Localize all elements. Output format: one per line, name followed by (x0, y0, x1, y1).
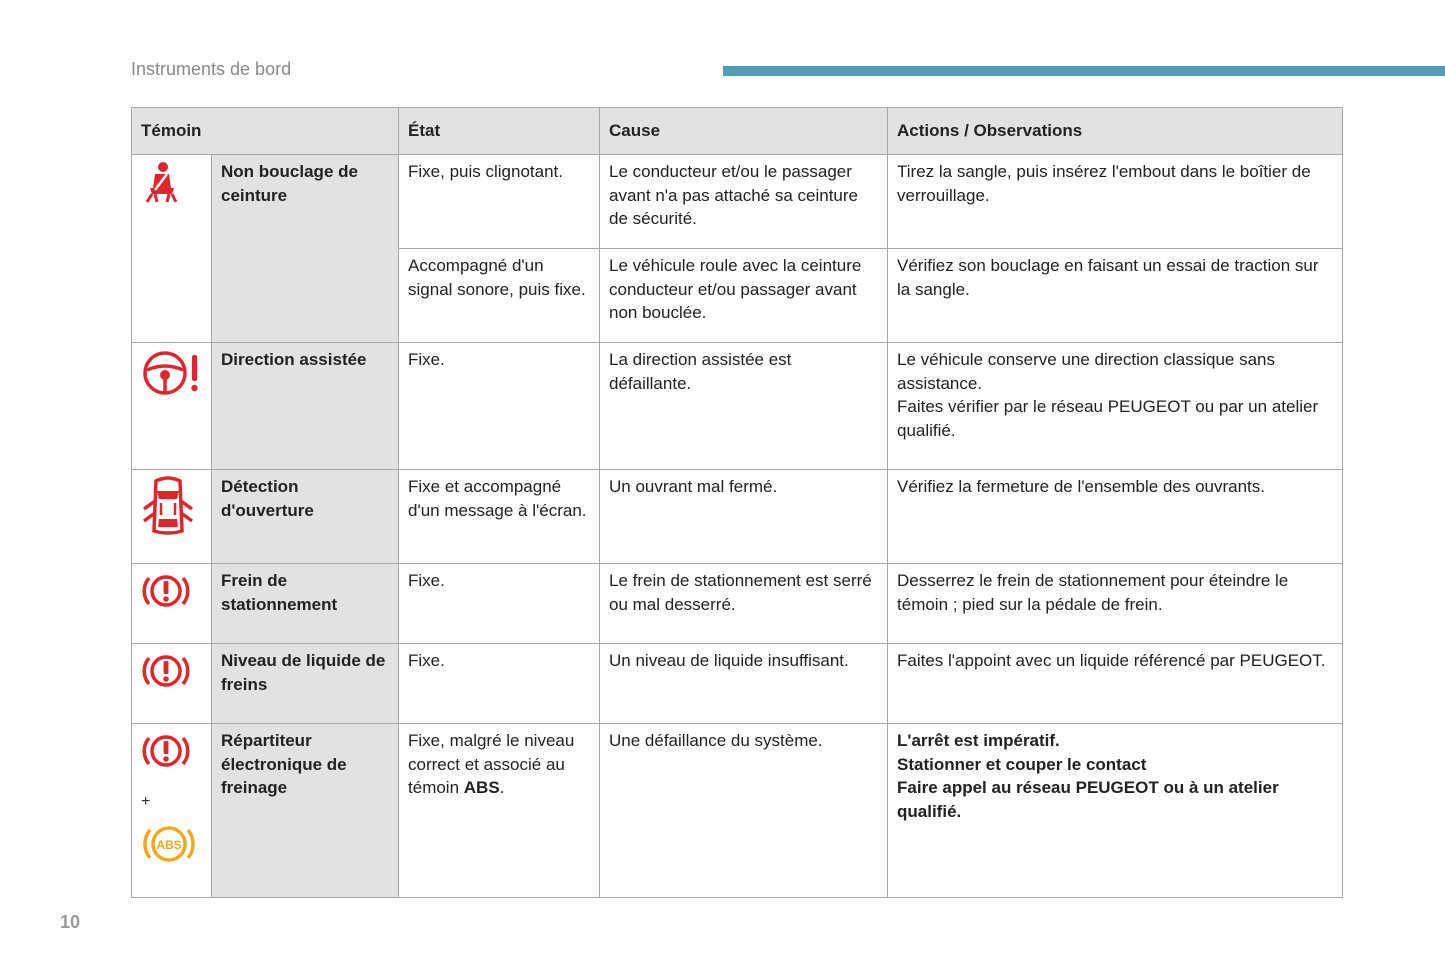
table-row (132, 155, 1343, 249)
action-cell (888, 343, 1343, 470)
cause-cell: Le frein de stationnement est serré ou mal desserré. (600, 564, 888, 644)
icon-cell (132, 564, 212, 644)
etat-suffix: . (499, 778, 505, 797)
cause-cell: Un ouvrant mal fermé. (600, 470, 888, 564)
action-line: L'arrêt est impératif. (897, 731, 1060, 750)
page-number: 10 (60, 912, 81, 932)
abs-icon (141, 821, 197, 874)
table-header-row (132, 108, 1343, 155)
action-cell: Desserrez le frein de stationnement pour éteindre le témoin ; pied sur la pédale de frein. (888, 564, 1343, 644)
header-cause: Cause (600, 108, 888, 155)
action-cell: Vérifiez son bouclage en faisant un essai de traction sur la sangle. (888, 249, 1343, 343)
cause-cell: Un niveau de liquide insuffisant. (600, 644, 888, 724)
etat-cell: Fixe et accompagné d'un message à l'écran. (399, 470, 600, 564)
table-row (132, 644, 1343, 724)
cause-cell: Le conducteur et/ou le passager avant n'a pas attaché sa ceinture de sécurité. (600, 155, 888, 249)
section-title: Instruments de bord (131, 59, 292, 79)
etat-cell: Accompagné d'un signal sonore, puis fixe. (399, 249, 600, 343)
etat-cell: Fixe, puis clignotant. (399, 155, 600, 249)
etat-cell: Fixe. (399, 644, 600, 724)
table-row (132, 470, 1343, 564)
plus-sign: + (141, 792, 151, 810)
seatbelt-icon (141, 160, 181, 211)
action-cell: Tirez la sangle, puis insérez l'embout dans le boîtier de verrouillage. (888, 155, 1343, 249)
power-steering-icon (141, 348, 203, 405)
cause-cell: La direction assistée est défaillante. (600, 343, 888, 470)
header-temoin: Témoin (132, 108, 399, 155)
action-line: Stationner et couper le contact (897, 754, 1147, 774)
header-etat: État (399, 108, 600, 155)
action-line: Le véhicule conserve une direction classique sans assistance. (897, 350, 1276, 393)
row-name: Non bouclage de ceinture (212, 155, 399, 343)
etat-abs-bold: ABS (463, 778, 500, 797)
header-accent-bar (723, 66, 1445, 76)
warning-lights-table (131, 107, 1343, 898)
icon-cell (132, 155, 212, 343)
abs-icon-label: ABS (156, 838, 182, 852)
action-line: Faites vérifier par le réseau PEUGEOT ou par un atelier qualifié. (897, 397, 1319, 440)
icon-cell (132, 644, 212, 724)
action-cell: Vérifiez la fermeture de l'ensemble des ouvrants. (888, 470, 1343, 564)
action-cell (888, 724, 1343, 898)
row-name: Détection d'ouverture (212, 470, 399, 564)
door-open-icon (141, 475, 195, 544)
row-name: Frein de stationnement (212, 564, 399, 644)
etat-cell: Fixe. (399, 564, 600, 644)
table-row (132, 724, 1343, 898)
brake-warning-icon (141, 649, 191, 700)
icon-cell (132, 343, 212, 470)
icon-cell (132, 724, 212, 898)
table-row (132, 343, 1343, 470)
icon-cell (132, 470, 212, 564)
row-name: Niveau de liquide de freins (212, 644, 399, 724)
etat-cell: Fixe. (399, 343, 600, 470)
header-actions: Actions / Observations (888, 108, 1343, 155)
row-name: Direction assistée (212, 343, 399, 470)
table-row (132, 564, 1343, 644)
etat-cell (399, 724, 600, 898)
brake-warning-icon (141, 729, 191, 780)
action-line: Faire appel au réseau PEUGEOT ou à un atelier qualifié. (897, 778, 1279, 821)
brake-warning-icon (141, 569, 191, 620)
cause-cell: Une défaillance du système. (600, 724, 888, 898)
action-cell: Faites l'appoint avec un liquide référencé par PEUGEOT. (888, 644, 1343, 724)
cause-cell: Le véhicule roule avec la ceinture conducteur et/ou passager avant non bouclée. (600, 249, 888, 343)
etat-text: Fixe, malgré le niveau correct et associé au témoin (408, 731, 575, 797)
row-name: Répartiteur électronique de freinage (212, 724, 399, 898)
